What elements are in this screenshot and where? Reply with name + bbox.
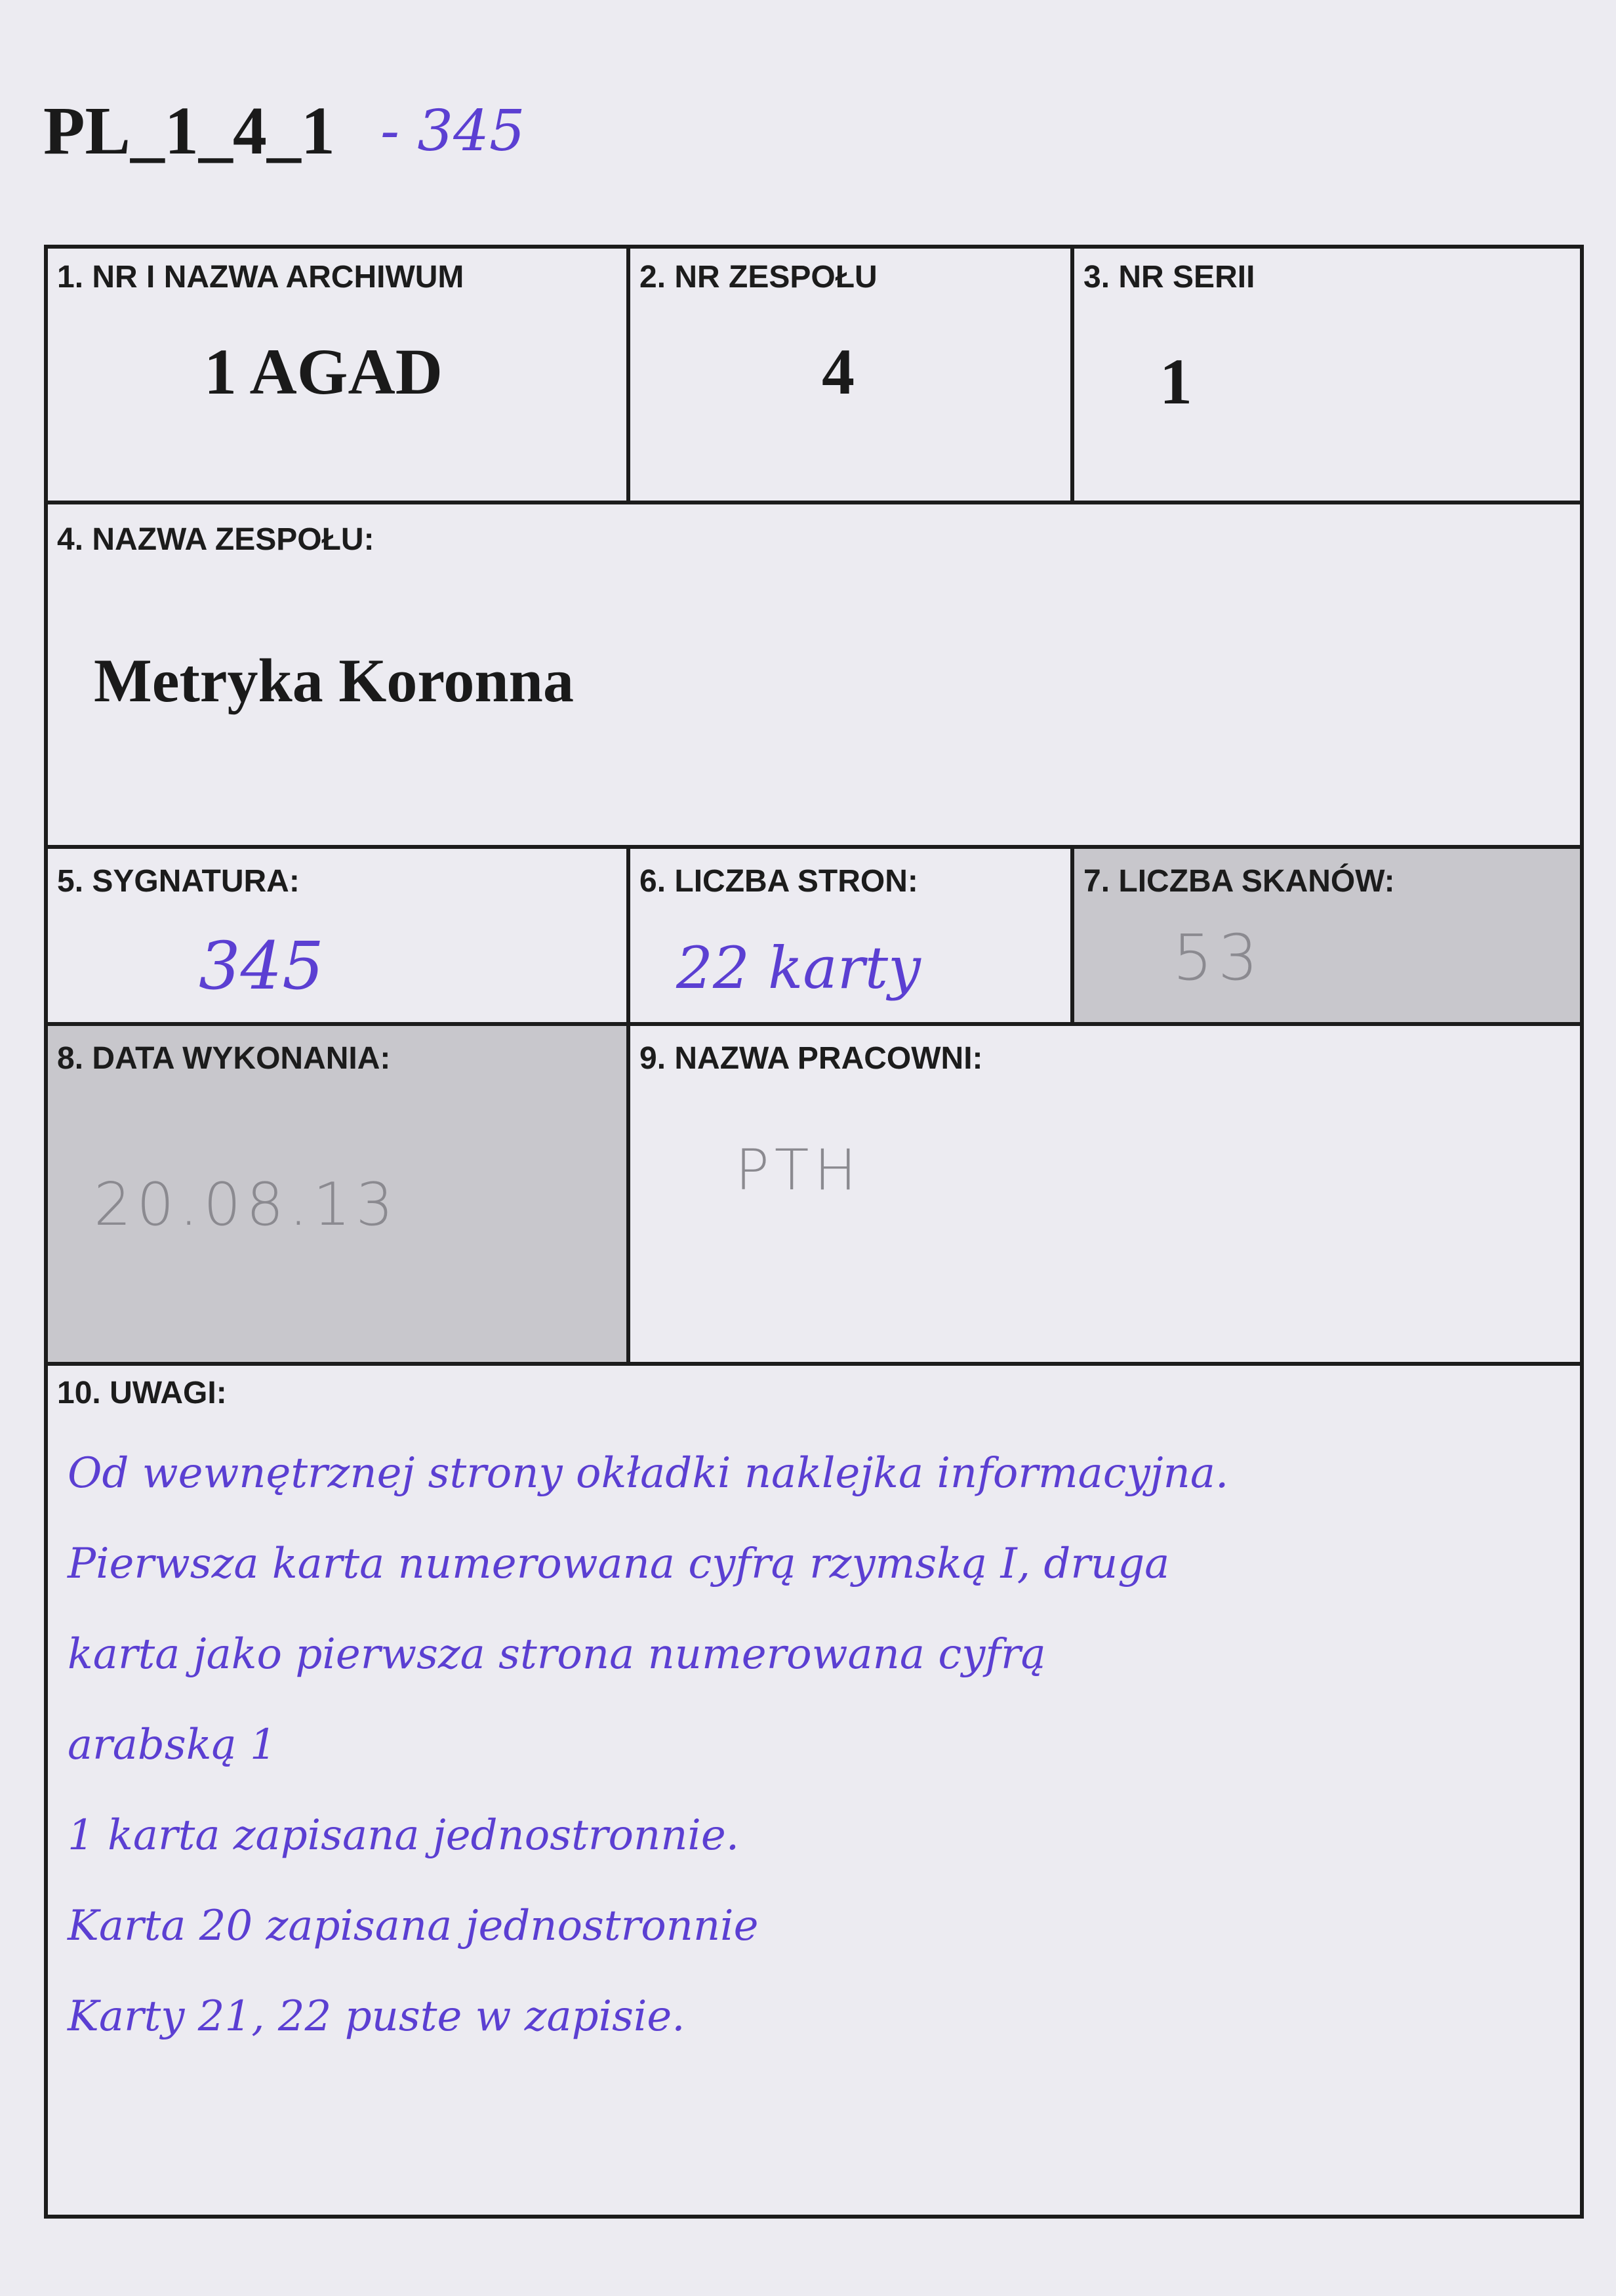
workshop-label: 9. NAZWA PRACOWNI:: [639, 1041, 983, 1076]
fonds-number-cell: [626, 245, 1074, 504]
fonds-name-cell: [44, 501, 1584, 849]
series-number-label: 3. NR SERII: [1083, 260, 1255, 295]
note-line: Od wewnętrznej strony okładki naklejka informacyjna.: [68, 1449, 1229, 1498]
series-number-cell: [1070, 245, 1584, 504]
date-label: 8. DATA WYKONANIA:: [57, 1041, 391, 1076]
fonds-name-label: 4. NAZWA ZESPOŁU:: [57, 522, 374, 557]
signature-cell: [44, 845, 630, 1026]
note-line: arabską 1: [68, 1721, 277, 1769]
pages-label: 6. LICZBA STRON:: [639, 864, 918, 899]
document-code: PL_1_4_1: [43, 93, 335, 169]
note-line: Karty 21, 22 puste w zapisie.: [68, 1992, 685, 2041]
signature-value: 345: [199, 928, 324, 1004]
note-line: 1 karta zapisana jednostronnie.: [68, 1811, 740, 1860]
archive-label: 1. NR I NAZWA ARCHIWUM: [57, 260, 464, 295]
pages-value: 22 karty: [676, 934, 921, 1002]
note-line: Pierwsza karta numerowana cyfrą rzymską I, druga: [68, 1540, 1170, 1588]
notes-cell: [44, 1362, 1584, 2219]
date-value: 20.08.13: [94, 1170, 399, 1239]
signature-label: 5. SYGNATURA:: [57, 864, 300, 899]
notes-label: 10. UWAGI:: [57, 1376, 227, 1410]
fonds-number-label: 2. NR ZESPOŁU: [639, 260, 878, 295]
pages-cell: [626, 845, 1074, 1026]
archive-cell: [44, 245, 630, 504]
handwritten-code-suffix: - 345: [380, 98, 525, 164]
workshop-cell: [626, 1022, 1584, 1366]
fonds-name-value: Metryka Koronna: [94, 647, 574, 715]
archive-value: 1 AGAD: [204, 335, 443, 408]
note-line: karta jako pierwsza strona numerowana cyfrą: [68, 1630, 1046, 1679]
notes-list: [68, 1428, 1560, 2062]
fonds-number-value: 4: [822, 335, 855, 408]
scans-value: 53: [1173, 921, 1264, 994]
series-number-value: 1: [1160, 345, 1192, 418]
note-line: Karta 20 zapisana jednostronnie: [68, 1902, 759, 1950]
scans-cell: [1070, 845, 1584, 1026]
workshop-value: PTH: [735, 1138, 862, 1203]
scans-label: 7. LICZBA SKANÓW:: [1083, 864, 1395, 899]
date-cell: [44, 1022, 630, 1366]
